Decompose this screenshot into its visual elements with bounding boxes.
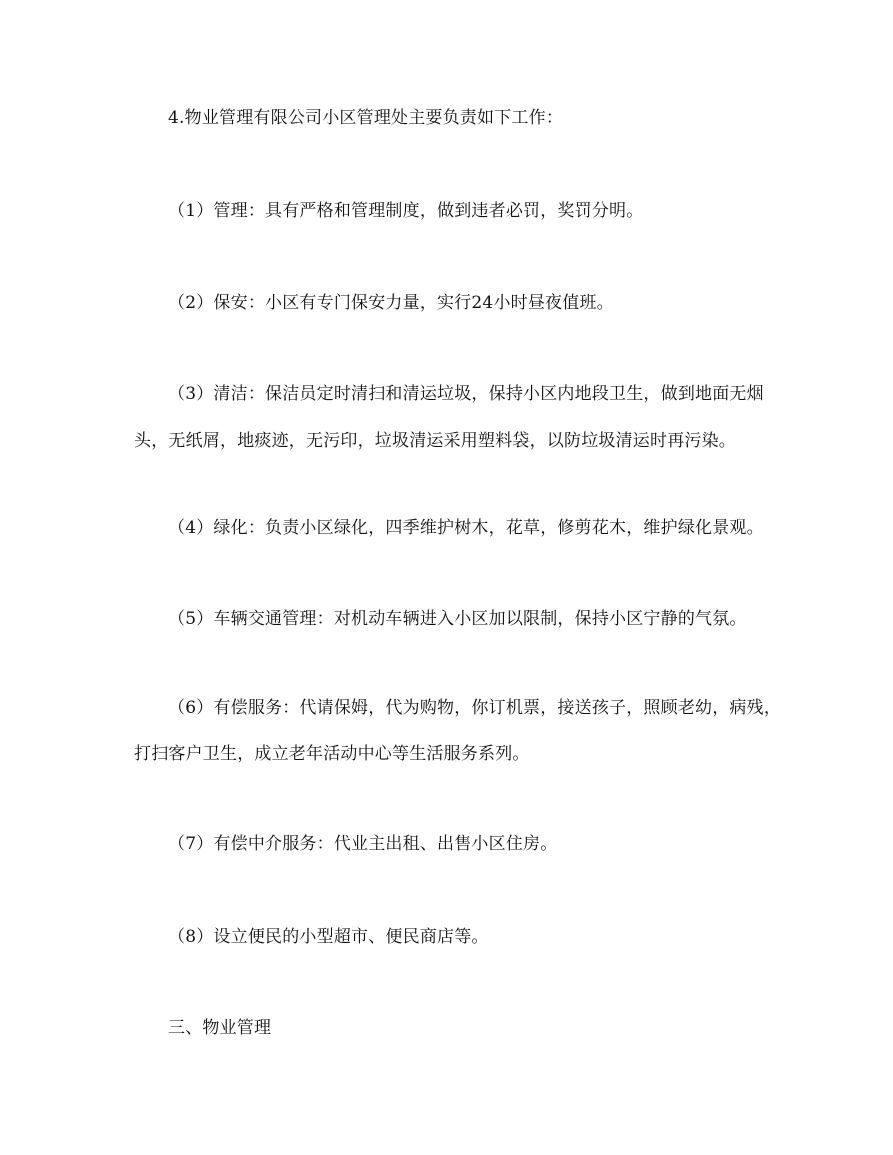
section-title: 三、物业管理 [168,1018,272,1038]
list-heading: 4.物业管理有限公司小区管理处主要负责如下工作： [168,108,564,128]
list-item-3-line-2: 头，无纸屑，地痰迹，无污印，垃圾清运采用塑料袋，以防垃圾清运时再污染。 [134,431,736,451]
list-item-3-line-1: （3）清洁：保洁员定时清扫和清运垃圾，保持小区内地段卫生，做到地面无烟 [168,384,764,404]
list-item-7: （7）有偿中介服务：代业主出租、出售小区住房。 [168,834,558,854]
list-item-6-line-1: （6）有偿服务：代请保姆，代为购物，你订机票，接送孩子，照顾老幼，病残， [168,698,782,718]
list-item-2: （2）保安：小区有专门保安力量，实行24小时昼夜值班。 [168,293,614,313]
list-item-6-line-2: 打扫客户卫生，成立老年活动中心等生活服务系列。 [134,744,530,764]
list-item-5: （5）车辆交通管理：对机动车辆进入小区加以限制，保持小区宁静的气氛。 [168,609,747,629]
list-item-4: （4）绿化：负责小区绿化，四季维护树木，花草，修剪花木，维护绿化景观。 [168,518,764,538]
list-item-1: （1）管理：具有严格和管理制度，做到违者必罚，奖罚分明。 [168,201,644,221]
list-item-8: （8）设立便民的小型超市、便民商店等。 [168,927,489,947]
